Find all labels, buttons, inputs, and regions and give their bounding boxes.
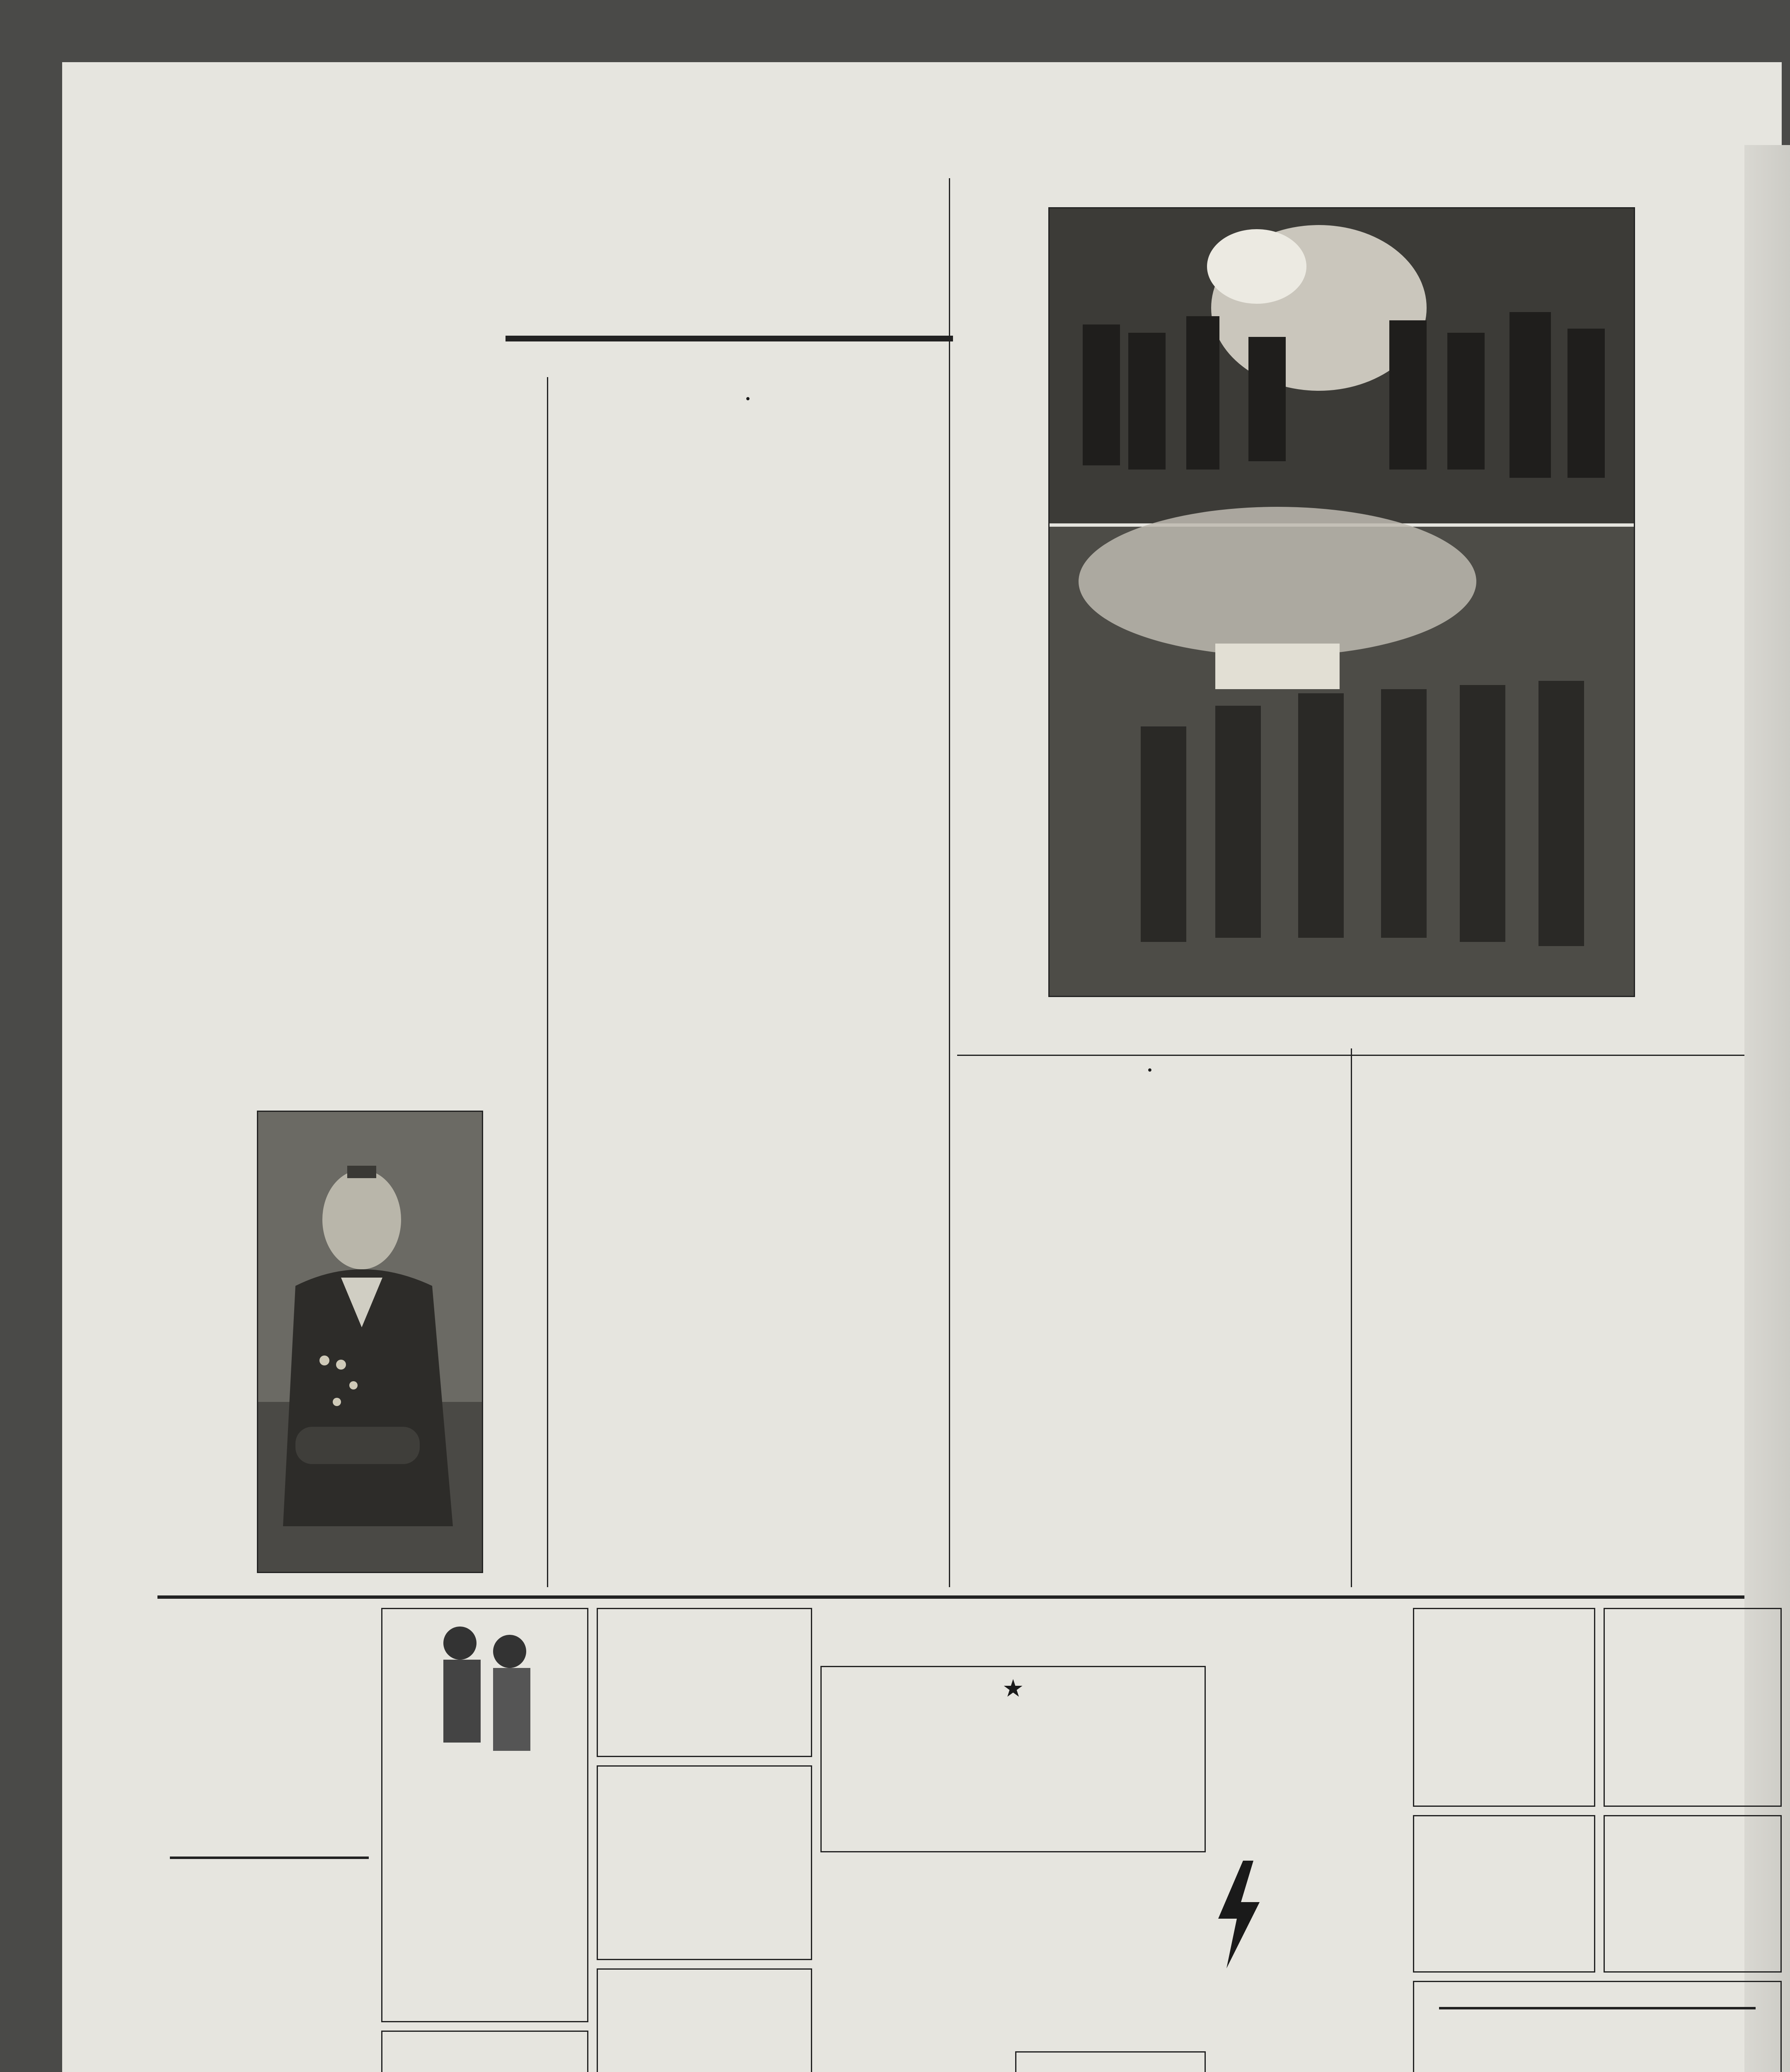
ad-moehlmann	[1413, 1981, 1782, 2072]
barber-illustration	[423, 1614, 547, 1772]
ad-saemereien	[166, 1608, 373, 1844]
article-column-3	[957, 1061, 1342, 1583]
photo-caption	[1048, 1011, 1744, 1057]
byline	[572, 269, 953, 336]
article-column-2	[555, 390, 941, 1583]
ad-duden	[1214, 1861, 1405, 2072]
ad-detert	[820, 2051, 1011, 2072]
ad14-l5l6	[820, 1861, 1206, 1879]
col2-separator: •	[745, 393, 751, 406]
book-burning-image	[1050, 208, 1634, 996]
column-rule-3	[1351, 1048, 1352, 1587]
ad-janssen	[381, 1608, 588, 2022]
ad11-l1	[170, 1857, 369, 1859]
ad-holz	[597, 1765, 812, 1960]
ads-rule	[157, 1595, 1744, 1599]
continued-note	[485, 352, 692, 369]
headline-line2	[166, 257, 539, 327]
ad-buersten-klose	[1413, 1608, 1595, 1807]
photo-title	[1036, 182, 1740, 199]
ad-kickler	[820, 1861, 1206, 2043]
portrait-caption	[257, 1573, 481, 1589]
ad-habben	[1015, 2051, 1206, 2072]
headline-rule	[506, 336, 953, 341]
portrait-image	[258, 1112, 482, 1572]
photo-rule	[957, 1055, 1744, 1056]
portrait-photo	[257, 1111, 483, 1573]
ad16-l3	[1439, 2007, 1756, 2009]
ad-harms	[1604, 1815, 1782, 1973]
ad2-l1	[382, 1609, 587, 1614]
ad-tammen	[597, 1968, 812, 2072]
article-column-1	[166, 390, 539, 1094]
ad-plakate	[166, 1852, 373, 2072]
column-rule-1	[547, 377, 548, 1587]
article-column-4	[1359, 1061, 1744, 1583]
col3-separator: •	[1147, 1064, 1153, 1077]
headline-line1	[166, 178, 912, 249]
ad-wille	[381, 2031, 588, 2072]
ad-peters	[597, 1608, 812, 1757]
ad-paphusen	[1413, 1815, 1595, 1973]
column-rule-2	[949, 178, 950, 1587]
ad-stoffers	[820, 1666, 1206, 1852]
newspaper-page	[62, 62, 1782, 2072]
lightning-icon	[1214, 1861, 1264, 1968]
ad5-l4l5: ★	[1003, 1676, 1023, 1701]
book-burning-photos	[1048, 207, 1635, 997]
ad-lipsia	[1604, 1608, 1782, 1807]
ad-meenken	[1214, 1608, 1405, 1848]
